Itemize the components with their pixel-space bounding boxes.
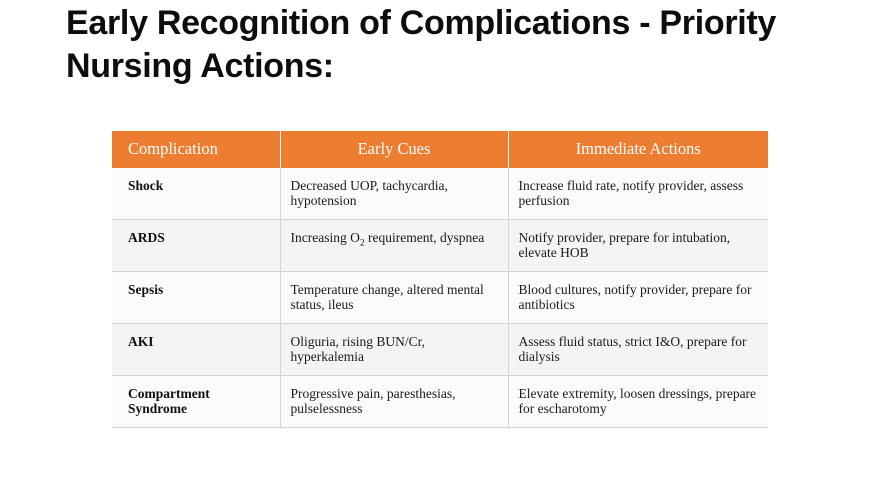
- early-cues-subscript: 2: [359, 238, 365, 249]
- cell-complication: Sepsis: [112, 272, 280, 324]
- table-row: [112, 168, 768, 220]
- table-body: [112, 168, 768, 428]
- table-row: [112, 324, 768, 376]
- column-header-early-cues: Early Cues: [280, 131, 508, 168]
- cell-immediate-actions: Increase fluid rate, notify provider, assess perfusion: [508, 168, 768, 220]
- cell-early-cues: Temperature change, altered mental status, ileus: [280, 272, 508, 324]
- cell-complication: Compartment Syndrome: [112, 376, 280, 428]
- column-header-immediate-actions: Immediate Actions: [508, 131, 768, 168]
- cell-early-cues: [280, 220, 508, 272]
- table-row: [112, 272, 768, 324]
- cell-immediate-actions: Assess fluid status, strict I&O, prepare for dialysis: [508, 324, 768, 376]
- cell-early-cues: Decreased UOP, tachycardia, hypotension: [280, 168, 508, 220]
- cell-immediate-actions: Notify provider, prepare for intubation, elevate HOB: [508, 220, 768, 272]
- complications-table-container: [112, 131, 768, 428]
- cell-complication: AKI: [112, 324, 280, 376]
- early-cues-text-pre: Increasing O: [290, 230, 360, 245]
- cell-immediate-actions: Blood cultures, notify provider, prepare for antibiotics: [508, 272, 768, 324]
- cell-complication: Shock: [112, 168, 280, 220]
- column-header-complication: Complication: [112, 131, 280, 168]
- cell-early-cues: Oliguria, rising BUN/Cr, hyperkalemia: [280, 324, 508, 376]
- cell-early-cues: Progressive pain, paresthesias, pulselessness: [280, 376, 508, 428]
- early-cues-text-post: requirement, dyspnea: [364, 230, 485, 245]
- page-title: Early Recognition of Complications - Priority Nursing Actions:: [66, 4, 777, 85]
- table-row: [112, 376, 768, 428]
- table-header: [112, 131, 768, 168]
- table-header-row: [112, 131, 768, 168]
- complications-table: [112, 131, 768, 428]
- cell-immediate-actions: Elevate extremity, loosen dressings, prepare for escharotomy: [508, 376, 768, 428]
- table-row: [112, 220, 768, 272]
- cell-complication: ARDS: [112, 220, 280, 272]
